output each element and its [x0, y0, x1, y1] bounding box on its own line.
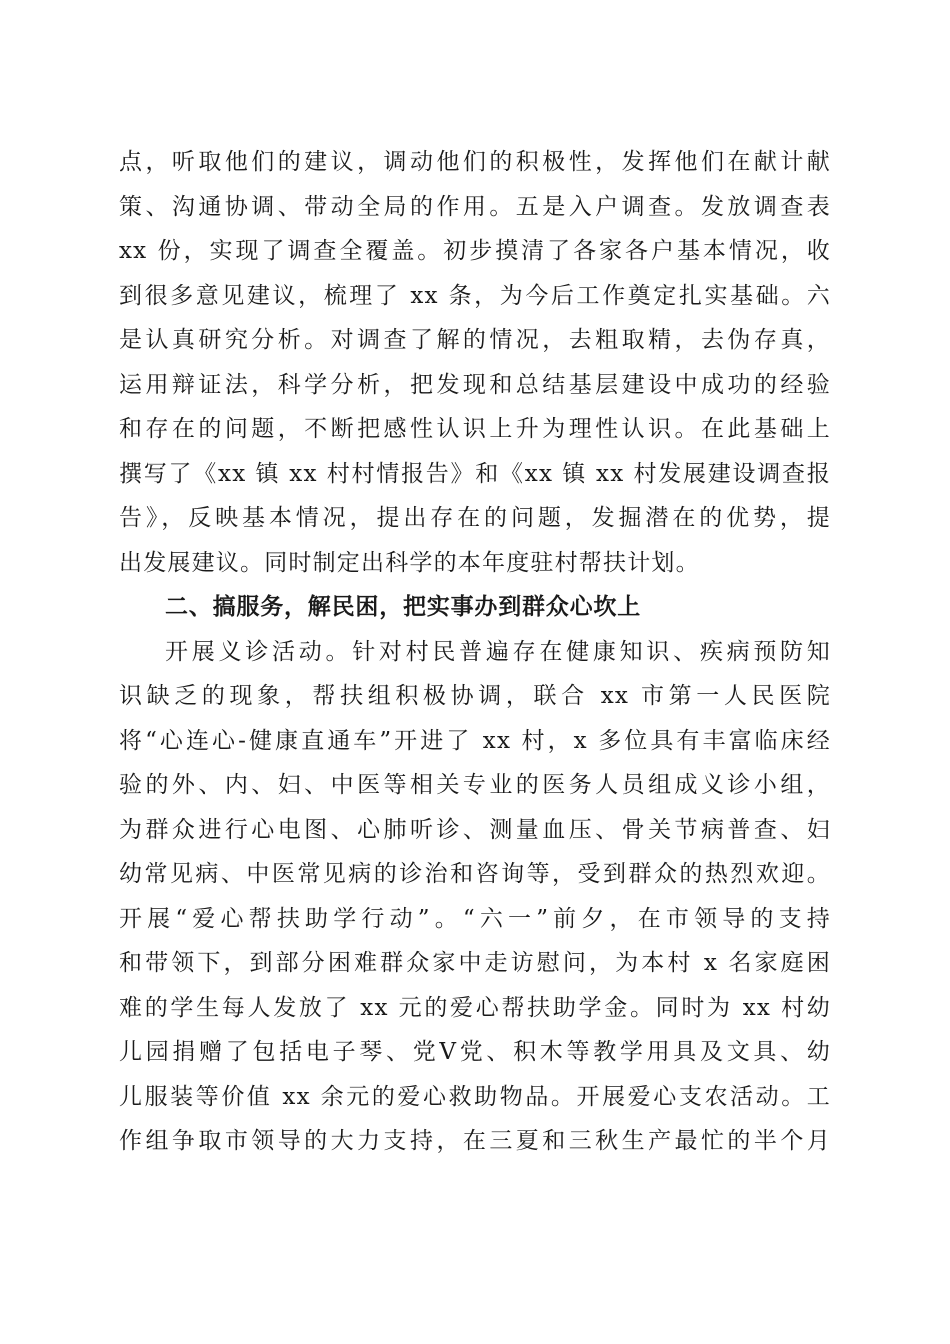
body-text-line: 识缺乏的现象，帮扶组积极协调，联合 xx 市第一人民医院: [119, 683, 831, 709]
body-text-line: 幼常见病、中医常见病的诊治和咨询等，受到群众的热烈欢迎。: [119, 861, 831, 887]
section-heading: 二、搞服务，解民困，把实事办到群众心坎上: [165, 594, 641, 620]
body-text-line: 告》，反映基本情况，提出存在的问题，发掘潜在的优势，提: [119, 505, 831, 531]
body-text-line: 为群众进行心电图、心肺听诊、测量血压、骨关节病普查、妇: [119, 816, 831, 843]
body-text-line: 和带领下，到部分困难群众家中走访慰问，为本村 x 名家庭困: [119, 950, 831, 976]
body-text-line: 儿服装等价值 xx 余元的爱心救助物品。开展爱心支农活动。工: [119, 1083, 831, 1110]
body-text-line: 是认真研究分析。对调查了解的情况，去粗取精，去伪存真，: [119, 327, 831, 353]
body-text-line: 运用辩证法，科学分析，把发现和总结基层建设中成功的经验: [119, 371, 831, 398]
body-text-line: 开展“爱心帮扶助学行动”。“六一”前夕，在市领导的支持: [119, 905, 831, 932]
body-text-line: 点，听取他们的建议，调动他们的积极性，发挥他们在献计献: [119, 149, 831, 175]
body-text-line: 开展义诊活动。针对村民普遍存在健康知识、疾病预防知: [165, 638, 831, 665]
body-text-line: 和存在的问题，不断把感性认识上升为理性认识。在此基础上: [119, 416, 831, 442]
body-text-line: 出发展建议。同时制定出科学的本年度驻村帮扶计划。: [119, 549, 700, 576]
body-text-line: 难的学生每人发放了 xx 元的爱心帮扶助学金。同时为 xx 村幼: [119, 994, 831, 1021]
body-text-line: 作组争取市领导的大力支持，在三夏和三秋生产最忙的半个月: [119, 1128, 831, 1154]
body-text-line: 验的外、内、妇、中医等相关专业的医务人员组成义诊小组，: [119, 772, 831, 798]
body-text-line: xx 份，实现了调查全覆盖。初步摸清了各家各户基本情况，收: [119, 238, 831, 264]
body-text-line: 到很多意见建议，梳理了 xx 条，为今后工作奠定扎实基础。六: [119, 282, 831, 309]
document-body: [119, 140, 831, 1164]
body-text-line: 撰写了《xx 镇 xx 村村情报告》和《xx 镇 xx 村发展建设调查报: [119, 460, 831, 487]
body-text-line: 策、沟通协调、带动全局的作用。五是入户调查。发放调查表: [119, 193, 831, 220]
body-text-line: 儿园捐赠了包括电子琴、党Ⅴ党、积木等教学用具及文具、幼: [119, 1039, 831, 1065]
body-text-line: 将“心连心-健康直通车”开进了 xx 村，x 多位具有丰富临床经: [119, 727, 831, 754]
